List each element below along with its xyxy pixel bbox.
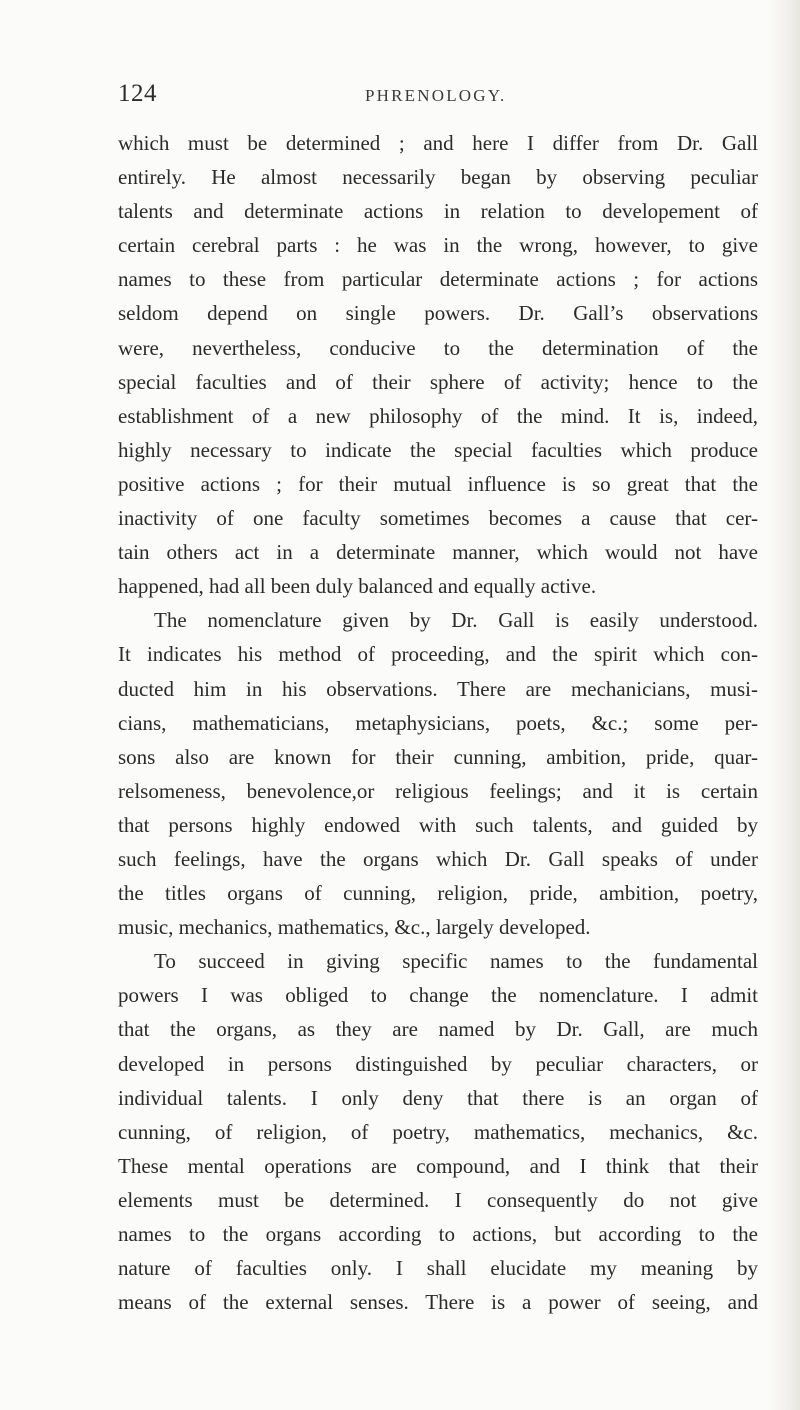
text-line: inactivity of one faculty sometimes becomes a cause that cer- <box>118 506 758 531</box>
text-line: names to these from particular determinate actions ; for actions <box>118 267 758 292</box>
text-line: elements must be determined. I consequently do not give <box>118 1187 758 1212</box>
text-line: the titles organs of cunning, religion, pride, ambition, poetry, <box>118 881 758 906</box>
text-line: were, nevertheless, conducive to the determination of the <box>118 335 758 360</box>
text-line: names to the organs according to actions, but according to the <box>118 1222 758 1246</box>
running-head: PHRENOLOGY. <box>365 86 507 105</box>
text-line: entirely. He almost necessarily began by observing peculiar <box>118 165 758 190</box>
text-line: seldom depend on single powers. Dr. Gall’s observations <box>118 301 758 326</box>
text-line: It indicates his method of proceeding, and the spirit which con- <box>118 642 758 667</box>
text-line: sons also are known for their cunning, ambition, pride, quar- <box>118 744 758 769</box>
text-line: These mental operations are compound, and I think that their <box>118 1153 758 1178</box>
text-line: special faculties and of their sphere of activity; hence to the <box>118 369 758 394</box>
text-line: ducted him in his observations. There are mechanicians, musi- <box>118 676 758 701</box>
text-line: music, mechanics, mathematics, &c., largely developed. <box>118 915 591 940</box>
text-line: cunning, of religion, of poetry, mathematics, mechanics, &c. <box>118 1119 758 1144</box>
text-line: establishment of a new philosophy of the mind. It is, indeed, <box>118 403 758 428</box>
text-line: highly necessary to indicate the special faculties which produce <box>118 437 758 462</box>
text-line: nature of faculties only. I shall elucidate my meaning by <box>118 1256 758 1281</box>
page-number: 124 <box>118 80 157 107</box>
text-line: positive actions ; for their mutual influence is so great that the <box>118 471 758 496</box>
text-line: talents and determinate actions in relation to developement of <box>118 199 758 224</box>
text-line: that the organs, as they are named by Dr. Gall, are much <box>118 1017 758 1042</box>
body-text <box>118 126 758 1319</box>
text-line: developed in persons distinguished by peculiar characters, or <box>118 1051 758 1076</box>
text-line: which must be determined ; and here I differ from Dr. Gall <box>118 131 758 155</box>
text-line: certain cerebral parts : he was in the wrong, however, to give <box>118 233 758 258</box>
text-line: cians, mathematicians, metaphysicians, poets, &c.; some per- <box>118 710 758 735</box>
page-header <box>118 80 758 120</box>
text-line: such feelings, have the organs which Dr. Gall speaks of under <box>118 846 758 871</box>
paragraph-start-line: The nomenclature given by Dr. Gall is easily understood. <box>154 608 758 633</box>
text-line: relsomeness, benevolence,or religious feelings; and it is certain <box>118 778 758 803</box>
text-line: means of the external senses. There is a power of seeing, and <box>118 1290 758 1315</box>
text-line: that persons highly endowed with such talents, and guided by <box>118 812 758 837</box>
text-line: individual talents. I only deny that there is an organ of <box>118 1085 758 1110</box>
text-line: happened, had all been duly balanced and equally active. <box>118 574 597 599</box>
text-line: powers I was obliged to change the nomenclature. I admit <box>118 983 758 1008</box>
paragraph-start-line: To succeed in giving specific names to the fundamental <box>154 949 758 974</box>
text-line: tain others act in a determinate manner, which would not have <box>118 540 758 565</box>
